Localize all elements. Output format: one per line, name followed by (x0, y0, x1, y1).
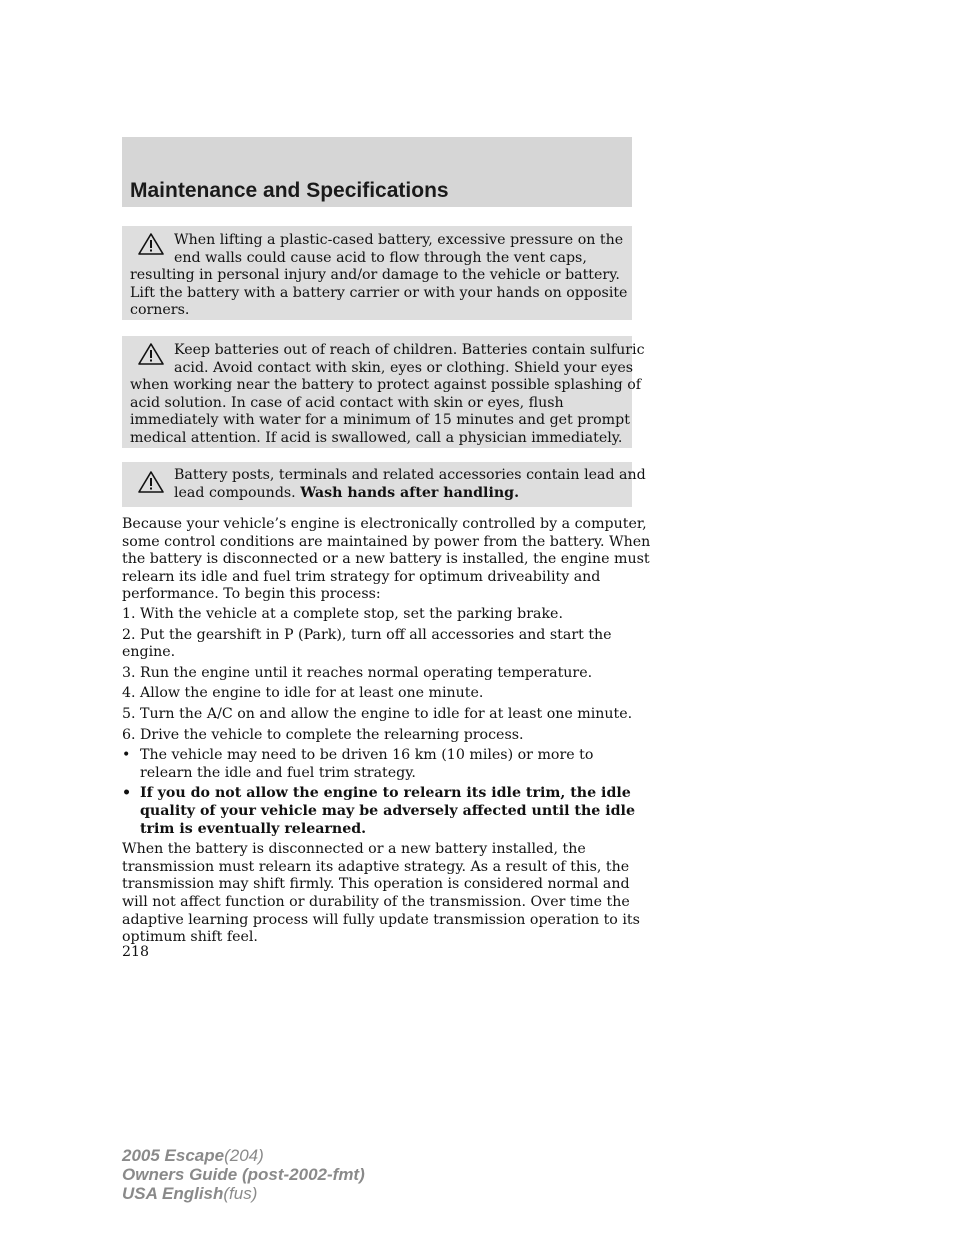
footer-lang-code: (fus) (223, 1184, 258, 1203)
warning-text-line: end walls could cause acid to flow through the vent caps, (174, 249, 587, 266)
warning-text-line: Lift the battery with a battery carrier or with your hands on opposite (130, 284, 628, 301)
warning-text-line: when working near the battery to protect against possible splashing of (130, 377, 641, 394)
warning-triangle-icon (138, 470, 164, 494)
footer-line (122, 1146, 365, 1165)
bullet-text: quality of your vehicle may be adversely affected until the idle (140, 802, 635, 819)
warning-text-line: Battery posts, terminals and related accessories contain lead and (174, 467, 646, 483)
paragraph-line: transmission must relearn its adaptive strategy. As a result of this, the (122, 858, 630, 875)
paragraph-line: some control conditions are maintained by power from the battery. When (122, 533, 651, 550)
document-footer (122, 1146, 365, 1203)
paragraph-line: the battery is disconnected or a new battery is installed, the engine must (122, 551, 650, 568)
warning-text-line: acid. Avoid contact with skin, eyes or clothing. Shield your eyes (174, 359, 634, 376)
paragraph-line: When the battery is disconnected or a new battery installed, the (122, 841, 586, 858)
warning-text-bold: Wash hands after handling. (300, 484, 520, 501)
warning-box-lifting (122, 226, 632, 320)
step-item: 5. Turn the A/C on and allow the engine to idle for at least one minute. (122, 705, 633, 722)
paragraph-line: adaptive learning process will fully update transmission operation to its (122, 911, 640, 928)
body-intro (122, 516, 651, 604)
footer-line (122, 1184, 365, 1203)
footer-guide: Owners Guide (post-2002-fmt) (122, 1165, 365, 1184)
footer-model: 2005 Escape (122, 1146, 225, 1165)
warning-text-plain: lead compounds. (174, 484, 301, 501)
warning-text-line: acid solution. In case of acid contact with skin or eyes, flush (130, 394, 564, 411)
warning-triangle-icon (138, 342, 164, 366)
step-item: 3. Run the engine until it reaches normal operating temperature. (122, 664, 593, 681)
step-item: 6. Drive the vehicle to complete the relearning process. (122, 726, 524, 743)
warning-text-line: When lifting a plastic-cased battery, excessive pressure on the (174, 232, 624, 248)
section-header (122, 137, 632, 207)
warning-text-line: Keep batteries out of reach of children. Batteries contain sulfuric (174, 342, 645, 358)
warning-text-line: corners. (130, 302, 190, 319)
warning-text-line (130, 485, 624, 503)
paragraph-line: relearn its idle and fuel trim strategy for optimum driveability and (122, 568, 601, 585)
warning-box-children (122, 336, 645, 448)
paragraph-line: optimum shift feel. (122, 929, 258, 946)
page-number: 218 (122, 944, 150, 960)
bullet-text: trim is eventually relearned. (140, 820, 367, 837)
warning-text-line: immediately with water for a minimum of 15 minutes and get prompt (130, 412, 630, 429)
bullet-dot: • (122, 747, 131, 764)
warning-text-line: resulting in personal injury and/or damage to the vehicle or battery. (130, 267, 620, 284)
section-title: Maintenance and Specifications (130, 179, 449, 202)
paragraph-line: will not affect function or durability of the transmission. Over time the (122, 893, 630, 910)
warning-box-lead (122, 462, 646, 507)
bullet-text: If you do not allow the engine to relearn its idle trim, the idle (140, 785, 631, 802)
step-item: 4. Allow the engine to idle for at least one minute. (122, 685, 484, 702)
warning-text-line: medical attention. If acid is swallowed, call a physician immediately. (130, 429, 623, 446)
footer-language: USA English (122, 1184, 224, 1203)
paragraph-line: transmission may shift firmly. This operation is considered normal and (122, 876, 630, 893)
bullet-dot: • (122, 785, 132, 802)
step-item: engine. (122, 644, 176, 661)
step-item: 1. With the vehicle at a complete stop, set the parking brake. (122, 606, 563, 622)
steps-list (122, 606, 642, 947)
warning-triangle-icon (138, 232, 164, 256)
paragraph-line: Because your vehicle’s engine is electronically controlled by a computer, (122, 516, 647, 532)
paragraph-line: performance. To begin this process: (122, 586, 381, 603)
footer-code: (204) (224, 1146, 264, 1165)
bullet-text: relearn the idle and fuel trim strategy. (140, 764, 416, 781)
step-item: 2. Put the gearshift in P (Park), turn off all accessories and start the (122, 626, 612, 643)
bullet-item-important (122, 785, 642, 803)
bullet-item (122, 747, 642, 765)
bullet-text: The vehicle may need to be driven 16 km (10 miles) or more to (140, 747, 594, 764)
